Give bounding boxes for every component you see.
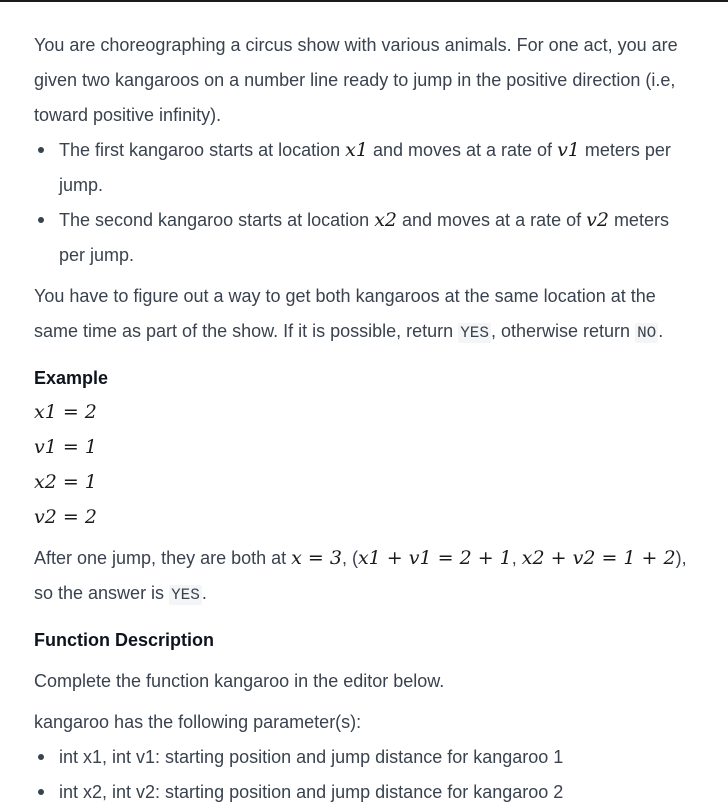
bullet-text: and moves at a rate of: [367, 140, 558, 160]
bullet-text: jump.: [59, 175, 104, 195]
math-x1: x1: [345, 139, 368, 161]
bullet-text: and moves at a rate of: [397, 210, 587, 230]
bullet-text: The first kangaroo starts at location: [59, 140, 346, 160]
param-1-text: int x1, int v1: starting position and jump distance for kangaroo 1: [59, 747, 564, 767]
param-2-text: int x2, int v2: starting position and jump distance for kangaroo 2: [59, 782, 564, 802]
intro-line-2: given two kangaroos on a number line ready to jump in the positive direction (i.e,: [34, 70, 676, 90]
math-x2: x2: [374, 209, 397, 231]
goal-line-2-end: .: [658, 321, 664, 341]
bullet-text: meters: [608, 210, 669, 230]
function-description-line-2: kangaroo has the following parameter(s):: [34, 712, 362, 732]
bullet-text: meters per: [579, 140, 671, 160]
parameter-list: [34, 740, 704, 810]
equation-v1: v1 = 1: [34, 436, 97, 458]
bullet-dot: [38, 147, 44, 153]
answer-text: .: [201, 583, 207, 603]
equation-v2: v2 = 2: [34, 506, 97, 528]
equation-x1: x1 = 2: [34, 401, 97, 423]
answer-text: so the answer is: [34, 583, 170, 603]
example-equations: [34, 395, 704, 535]
list-item-param-1: [34, 740, 704, 775]
explanation-text: ,: [511, 548, 522, 568]
math-v1: v1: [557, 139, 580, 161]
function-description-heading: Function Description: [34, 630, 214, 650]
bullet-text: per jump.: [59, 245, 135, 265]
goal-line-1: You have to figure out a way to get both kangaroos at the same location at the: [34, 286, 656, 306]
code-yes: YES: [460, 324, 489, 342]
bullet-text: The second kangaroo starts at location: [59, 210, 375, 230]
bullet-dot: [38, 789, 44, 795]
example-explanation: [34, 541, 704, 613]
explanation-text: , (: [341, 548, 358, 568]
top-border: [0, 0, 728, 2]
goal-line-2: same time as part of the show. If it is possible, return: [34, 321, 459, 341]
math-x1-plus-v1: x1 + v1 = 2 + 1: [357, 547, 512, 569]
equation-x2: x2 = 1: [34, 471, 97, 493]
code-yes-answer: YES: [171, 586, 200, 604]
math-x-equals-3: x = 3: [291, 547, 342, 569]
intro-line-3: toward positive infinity).: [34, 105, 222, 125]
code-no: NO: [637, 324, 657, 342]
bullet-dot: [38, 754, 44, 760]
math-v2: v2: [586, 209, 609, 231]
intro-paragraph: [34, 28, 704, 133]
list-item-first-kangaroo: [34, 133, 704, 203]
goal-paragraph: [34, 279, 704, 351]
example-heading: Example: [34, 368, 109, 388]
explanation-text: After one jump, they are both at: [34, 548, 292, 568]
list-item-second-kangaroo: [34, 203, 704, 273]
math-x2-plus-v2: x2 + v2 = 1 + 2: [521, 547, 676, 569]
problem-statement: [34, 28, 704, 810]
goal-line-2-mid: , otherwise return: [491, 321, 636, 341]
function-description-line-1: Complete the function kangaroo in the editor below.: [34, 671, 445, 691]
kangaroo-bullet-list: [34, 133, 704, 273]
bullet-dot: [38, 217, 44, 223]
intro-line-1: You are choreographing a circus show with various animals. For one act, you are: [34, 35, 678, 55]
explanation-text: ),: [675, 548, 687, 568]
